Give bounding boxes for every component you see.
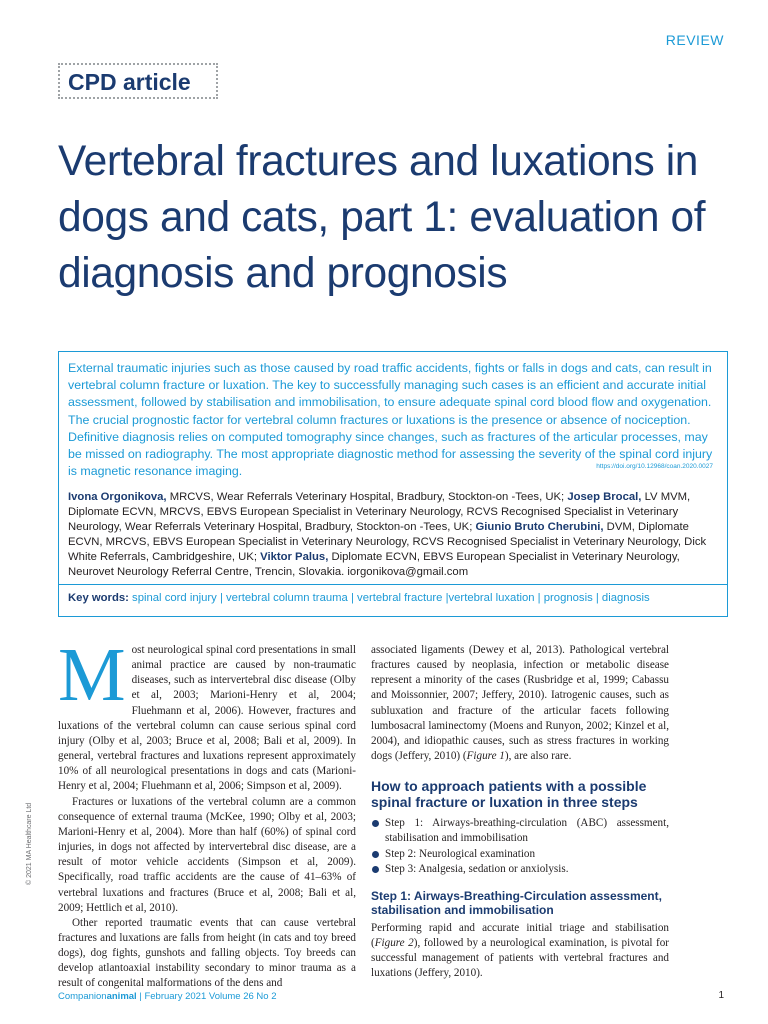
body-column-right: [371, 643, 669, 982]
bullet-icon: [372, 820, 379, 827]
first-paragraph-wrap: [58, 633, 356, 795]
article-title: Vertebral fractures and luxations in dogs and cats, part 1: evaluation of diagnosis and prognosis: [58, 138, 706, 297]
drop-cap: M: [58, 633, 126, 717]
list-item: [371, 847, 669, 862]
doi-link[interactable]: https://doi.org/10.12968/coan.2020.0027: [596, 463, 713, 470]
subsection-heading: Step 1: Airways-Breathing-Circulation assessment, stabilisation and immobilisation: [371, 888, 662, 917]
section-tag: REVIEW: [665, 32, 724, 48]
body-paragraph: [371, 643, 669, 764]
issue-info: | February 2021 Volume 26 No 2: [136, 991, 277, 1002]
text-run: ), are also rare.: [504, 750, 572, 763]
body-paragraph: ost neurological spinal cord presentations in small animal practice are caused by non-traumatic diseases, such as intervertebral disc disease (Olby et al, 2003; Marioni-Henry et al, 2004; Fluehmann et al, 2006). However, fractures and luxations of the vertebral column can cause serious spinal cord injury (Olby et al, 2003; Bruce et al, 2008; Bali et al, 2009). In general, vertebral fractures and luxations represent approximately 10% of all neurological presentations in dogs and cats (Marioni-Henry et al, 2004; Fluehmann et al, 2006; Simpson et al, 2009).: [58, 644, 356, 793]
article-type-box: [58, 63, 218, 99]
list-item-text: Step 2: Neurological examination: [385, 847, 536, 860]
author-list: [68, 490, 720, 581]
author-name: Viktor Palus,: [260, 551, 329, 564]
journal-name-part2: animal: [106, 991, 137, 1002]
body-paragraph: Fractures or luxations of the vertebral column are a common consequence of external trauma (McKee, 1990; Olby et al, 2003; Marioni-Henry et al, 2004). More than half (60%) of spinal cord injuries, in dogs not affected by intervertebral disc disease, are a result of motor vehicle accidents (Simpson et al, 2009). Specifically, road traffic accidents are the cause of 41–63% of vertebral luxations and fractures (Bruce et al, 2008; Bali et al, 2009; Hettlich et al, 2010).: [58, 795, 356, 914]
author-affiliation: Diplomate ECVN, EBVS European Specialist in Veterinary Neurology, Neurovet Neurology Referral Centre, Trencin, Slovakia. iorgonikova@gmail.com: [68, 551, 680, 579]
article-type-label: CPD article: [68, 69, 191, 95]
journal-name-part1: Companion: [58, 991, 107, 1002]
body-paragraph: Other reported traumatic events that can cause vertebral fractures and luxations are falls from height (in cats and toy breed dogs), dog fights, gunshots and falling objects. Toy breeds can develop atlantoaxial instability secondary to minor trauma as a result of congenital malformations of the dens and: [58, 916, 356, 990]
figure-reference[interactable]: Figure 2: [374, 937, 414, 950]
keywords-list: spinal cord injury | vertebral column trauma | vertebral fracture |vertebral luxation | prognosis | diagnosis: [128, 592, 650, 604]
footer: [58, 991, 276, 1002]
text-run: associated ligaments (Dewey et al, 2013). Pathological vertebral fractures caused by neoplasia, infection or metabolic disease represent a minority of the cases (Rusbridge et al, 1999; Cabassu and Moissonnier, 2007; Jeffery, 2010). Iatrogenic causes, such as subluxation and fracture of the articular facets following lumbosacral laminectomy (Moens and Runyon, 2002; Kinzel et al, 2004), and idiopathic causes, such as stress fractures in working dogs (Jeffery, 2010) (: [371, 644, 669, 763]
bullet-icon: [372, 866, 379, 873]
body-paragraph: [371, 921, 669, 982]
text-run: ), followed by a neurological examination, is pivotal for successful management of patients with vertebral fractures and luxations (Jeffery, 2010).: [371, 937, 670, 980]
list-item: [371, 816, 669, 846]
list-item-text: Step 1: Airways-breathing-circulation (ABC) assessment, stabilisation and immobilisation: [385, 817, 669, 845]
keywords-label: Key words:: [68, 592, 129, 604]
list-item-text: Step 3: Analgesia, sedation or anxiolysis.: [385, 862, 569, 875]
bullet-icon: [372, 851, 379, 858]
keywords-divider: [59, 584, 727, 585]
body-column-left: [58, 633, 356, 992]
text-run: Performing rapid and accurate initial triage and stabilisation (: [371, 921, 669, 950]
abstract-box: [58, 351, 728, 617]
abstract-text: External traumatic injuries such as those caused by road traffic accidents, fights or falls in dogs and cats, can result in vertebral column fracture or luxation. The key to successfully managing such cases is an efficient and accurate initial assessment, followed by stabilisation and immobilisation, to ensure adequate spinal cord blood flow and oxygenation. The crucial prognostic factor for vertebral column fractures or luxations is the presence or absence of nociception. Definitive diagnosis relies on computed tomography since changes, such as fractures of the articular processes, may be missed on radiography. The most appropriate diagnostic method for assessing the severity of the spinal cord injury is magnetic resonance imaging.: [68, 361, 713, 479]
list-item: [371, 862, 669, 877]
author-name: Josep Brocal,: [567, 491, 642, 503]
page-number: 1: [718, 990, 724, 1001]
author-affiliation: DVM, Diplomate ECVN, MRCVS, EBVS European Specialist in Veterinary Neurology, RCVS Recognised Specialist in Veterinary Neurology, Dick White Referrals, Cambridgeshire, UK;: [68, 521, 707, 564]
author-name: Giunio Bruto Cherubini,: [475, 521, 604, 534]
author-affiliation: MRCVS, Wear Referrals Veterinary Hospital, Bradbury, Stockton-on -Tees, UK;: [166, 491, 568, 503]
copyright-notice: © 2021 MA Healthcare Ltd: [26, 802, 33, 885]
section-heading: How to approach patients with a possible spinal fracture or luxation in three steps: [371, 778, 647, 811]
steps-list: [371, 816, 669, 877]
author-name: Ivona Orgonikova,: [68, 491, 167, 503]
figure-reference[interactable]: Figure 1: [466, 750, 505, 763]
author-affiliation: LV MVM, Diplomate ECVN, MRCVS, EBVS European Specialist in Veterinary Neurology, RCVS Recognised Specialist in Veterinary Neurology, Wear Referrals Veterinary Hospital, Bradbury, Stockton-on -Tees, UK;: [68, 491, 691, 534]
keywords: [68, 592, 720, 604]
